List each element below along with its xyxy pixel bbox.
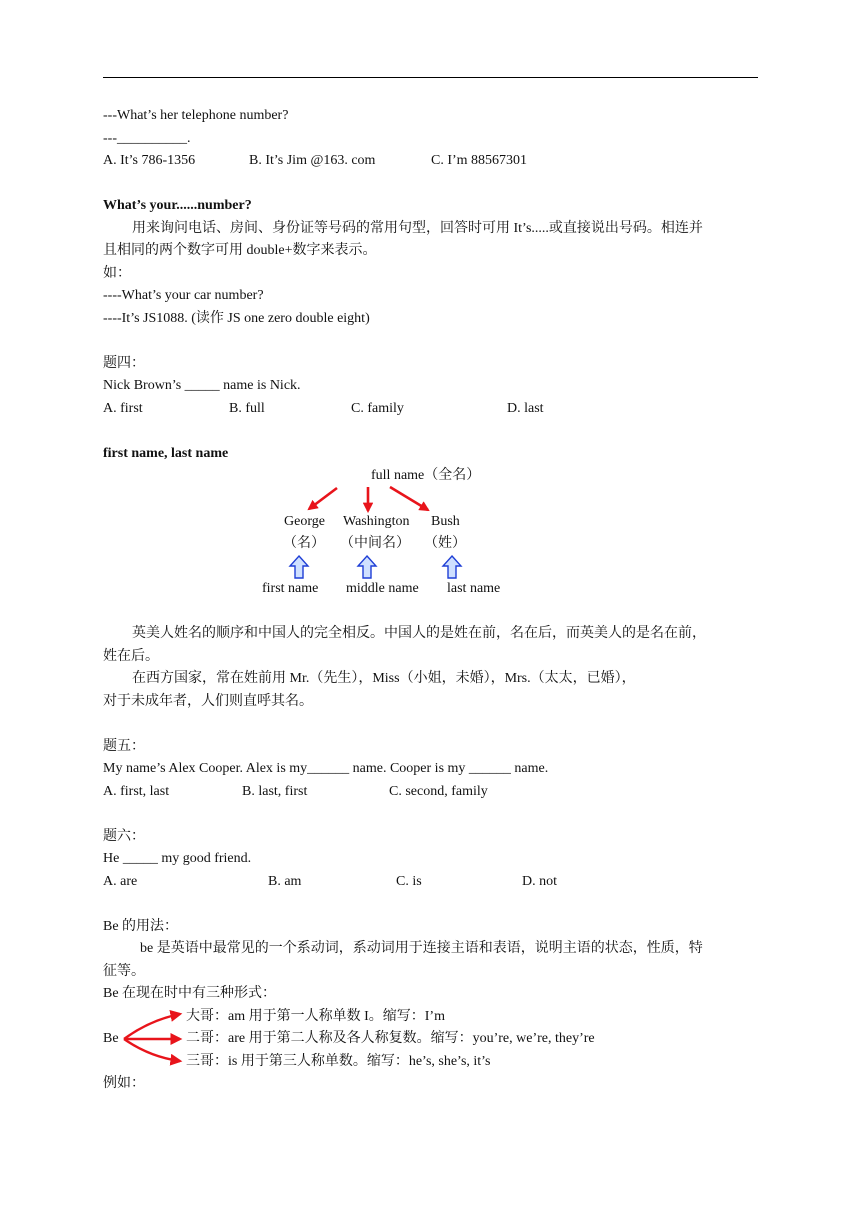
up-arrow-middle-name [358, 556, 376, 578]
name-george: George [284, 514, 325, 529]
note3-heading: Be 的用法： [103, 919, 179, 934]
note2-para2-line1: 在西方国家，常在姓前用 Mr.（先生），Miss（小姐，未婚），Mrs.（太太，已婚）， [132, 671, 636, 686]
be-form-am: 大哥：am 用于第一人称单数 I。缩写：I’m [186, 1009, 445, 1024]
q3-question: ---What’s her telephone number? [103, 108, 289, 123]
q4-option-b: B. full [229, 401, 265, 416]
note1-example-label: 如： [103, 266, 131, 281]
q3-option-c: C. I’m 88567301 [431, 153, 528, 168]
q3-option-b: B. It’s Jim @163. com [249, 153, 376, 168]
be-form-is: 三哥：is 用于第三人称单数。缩写：he’s, she’s, it’s [186, 1054, 491, 1069]
q6-option-a: A. are [103, 874, 138, 889]
up-arrow-first-name [290, 556, 308, 578]
full-name-label: full name（全名） [371, 468, 481, 483]
note1-example-1: ----What’s your car number? [103, 288, 264, 303]
note2-para1-line2: 姓在后。 [103, 649, 159, 664]
be-form-are: 二哥：are 用于第二人称及各人称复数。缩写：you’re, we’re, they’re [186, 1031, 595, 1046]
note1-para-line1: 用来询问电话、房间、身份证等号码的常用句型，回答时可用 It’s.....或直接说出号码。相连并 [132, 221, 703, 236]
arrow-to-last-name [390, 487, 428, 510]
q6-title: 题六： [103, 829, 145, 844]
q3-answer-line: ---__________. [103, 131, 191, 146]
note2-heading: first name, last name [103, 446, 229, 461]
note3-para-line2: 征等。 [103, 964, 145, 979]
name-type-last: last name [447, 581, 501, 596]
note3-para-line1: be 是英语中最常见的一个系动词，系动词用于连接主语和表语，说明主语的状态，性质，特 [140, 941, 703, 956]
note1-para-line2: 且相同的两个数字可用 double+数字来表示。 [103, 243, 377, 258]
be-arrow-lower [124, 1039, 180, 1061]
name-bush: Bush [431, 514, 460, 529]
note1-heading: What’s your......number? [103, 198, 252, 213]
name-note-middle: （中间名） [340, 536, 410, 551]
q6-option-b: B. am [268, 874, 302, 889]
note1-example-2: ----It’s JS1088. (读作 JS one zero double eight) [103, 311, 370, 326]
q5-title: 题五： [103, 739, 145, 754]
q6-option-d: D. not [522, 874, 557, 889]
q5-option-b: B. last, first [242, 784, 308, 799]
name-note-last: （姓） [424, 536, 466, 551]
q6-option-c: C. is [396, 874, 422, 889]
name-type-middle: middle name [346, 581, 419, 596]
up-arrow-last-name [443, 556, 461, 578]
q4-option-c: C. family [351, 401, 404, 416]
q5-option-c: C. second, family [389, 784, 488, 799]
note3-example-label: 例如： [103, 1076, 145, 1091]
be-arrow-upper [124, 1014, 180, 1039]
q6-question: He _____ my good friend. [103, 851, 252, 866]
q4-option-a: A. first [103, 401, 143, 416]
name-note-first: （名） [283, 536, 325, 551]
name-type-first: first name [262, 581, 319, 596]
note2-para1-line1: 英美人姓名的顺序和中国人的完全相反。中国人的是姓在前，名在后，而英美人的是名在前， [132, 626, 706, 641]
name-washington: Washington [343, 514, 410, 529]
q4-option-d: D. last [507, 401, 544, 416]
q3-option-a: A. It’s 786-1356 [103, 153, 196, 168]
arrow-to-first-name [309, 488, 337, 509]
be-label: Be [103, 1031, 119, 1046]
note2-para2-line2: 对于未成年者，人们则直呼其名。 [103, 694, 313, 709]
q4-question: Nick Brown’s _____ name is Nick. [103, 378, 301, 393]
q5-option-a: A. first, last [103, 784, 170, 799]
q5-question: My name’s Alex Cooper. Alex is my______ name. Cooper is my ______ name. [103, 761, 549, 776]
q4-title: 题四： [103, 356, 145, 371]
note3-forms-intro: Be 在现在时中有三种形式： [103, 986, 277, 1001]
